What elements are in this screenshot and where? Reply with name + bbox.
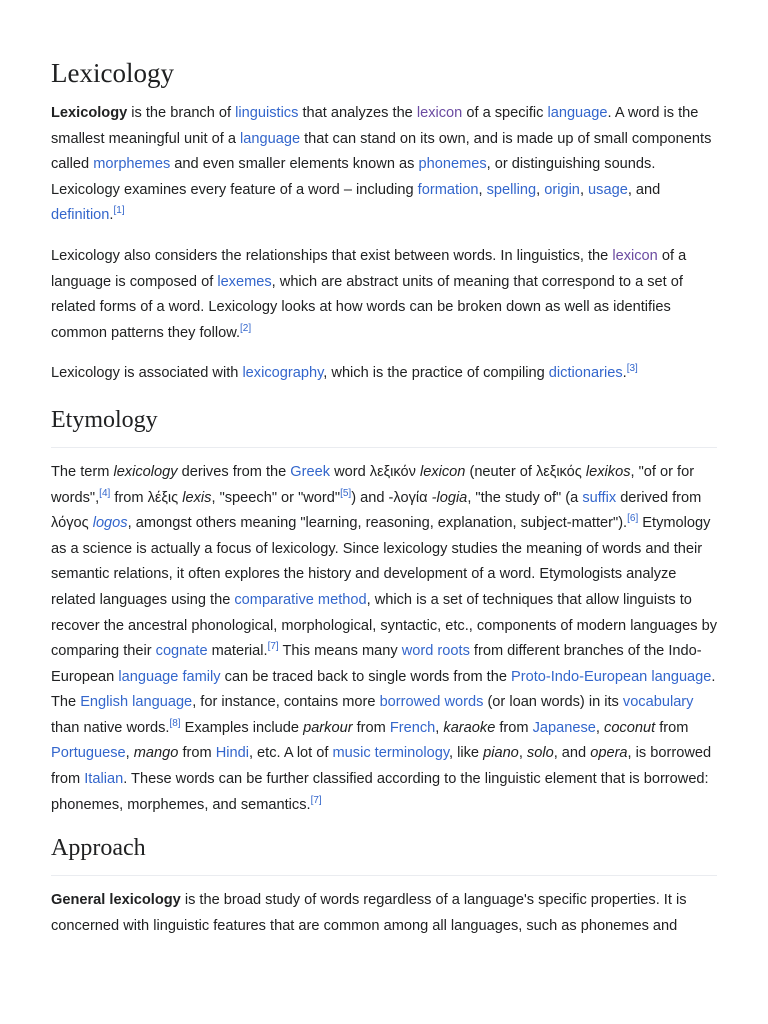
italic-term: piano	[483, 745, 519, 762]
wiki-link[interactable]: language family	[118, 668, 221, 685]
text-run: Lexicology is associated with	[51, 365, 243, 382]
wiki-link[interactable]: Japanese	[532, 719, 596, 736]
wiki-link[interactable]: language	[547, 105, 608, 121]
wiki-link[interactable]: vocabulary	[622, 694, 694, 711]
text-run: from	[178, 745, 216, 762]
reference-link[interactable]: [8]	[169, 718, 181, 730]
italic-term: lexis	[182, 489, 212, 506]
text-run: derived from λόγος	[51, 489, 702, 532]
italic-term: lexikos	[585, 463, 631, 480]
text-run: derives from the	[177, 463, 291, 480]
text-run: , etc. A lot of	[248, 745, 333, 762]
page-title: Lexicology	[51, 58, 174, 88]
text-run: from different branches of the Indo-European	[51, 643, 702, 685]
reference-link[interactable]: [3]	[626, 363, 638, 375]
wiki-link[interactable]: lexicography	[242, 365, 324, 382]
text-run: , which are abstract units of meaning that correspond to a set of related forms of a word. Lexicology looks at how words can be broken down as well as identifies common patterns they follow.	[51, 273, 683, 341]
reference-link[interactable]: [2]	[240, 322, 252, 334]
text-run: Examples include	[180, 719, 304, 736]
text-run: ,	[595, 719, 605, 736]
reference-link[interactable]: [7]	[310, 794, 322, 806]
text-run: from λέξις	[110, 489, 183, 506]
reference-link[interactable]: [1]	[113, 205, 125, 217]
text-run: . The	[51, 668, 716, 711]
italic-term: -logia	[431, 489, 468, 506]
wiki-link[interactable]: lexicon	[612, 247, 658, 264]
text-run: , amongst others meaning "learning, reasoning, explanation, subject-matter").	[127, 515, 628, 532]
text-run: ,	[536, 181, 545, 198]
text-run: word λεξικόν	[330, 463, 420, 480]
text-run: Lexicology also considers the relationships that exist between words. In linguistics, the	[51, 247, 613, 264]
paragraph	[51, 888, 717, 939]
wiki-link[interactable]: cognate	[155, 643, 208, 660]
reference-sup	[240, 323, 251, 334]
heading-etymology: Etymology	[51, 405, 717, 448]
text-run: ,	[518, 745, 527, 762]
text-run: from	[655, 719, 689, 736]
text-run: , and	[553, 745, 591, 762]
reference-sup	[627, 513, 638, 524]
text-run: than native words.	[51, 719, 170, 736]
text-run: is the broad study of words regardless of a language's specific properties. It is concerned with linguistic features that are common among all languages, such as phonemes and	[51, 892, 687, 934]
text-run: that analyzes the	[298, 105, 417, 121]
text-run: Etymology as a science is actually a focus of lexicology. Since lexicology studies the meaning of words and their semantic relations, it often explores the history and development of a word. Etymologists analyze related languages using the	[51, 515, 711, 608]
wiki-link[interactable]: suffix	[582, 489, 617, 506]
wiki-link[interactable]: lexicon	[416, 105, 463, 121]
paragraph	[51, 244, 717, 346]
wiki-link[interactable]: dictionaries	[548, 365, 623, 382]
text-run: . A word is the smallest meaningful unit of a	[51, 105, 699, 147]
italic-term: parkour	[303, 719, 353, 736]
italic-term: lexicology	[113, 463, 178, 480]
italic-term: coconut	[604, 719, 656, 736]
reference-link[interactable]: [7]	[267, 641, 279, 653]
italic-term: opera	[590, 745, 628, 762]
text-run: of a specific	[462, 105, 548, 121]
text-run: material.	[207, 643, 268, 660]
text-run: , "of or for words",	[51, 463, 695, 506]
wiki-link[interactable]: lexemes	[217, 273, 272, 290]
paragraph	[51, 361, 717, 387]
reference-sup	[99, 488, 110, 499]
wiki-link[interactable]: logos	[92, 515, 128, 532]
text-run: (or loan words) in its	[483, 694, 623, 711]
text-run: . These words can be further classified according to the linguistic element that is borrowed: phonemes, morphemes, and semantics.	[51, 771, 709, 813]
italic-term: mango	[133, 745, 179, 762]
reference-sup	[311, 795, 322, 806]
wiki-link[interactable]: formation	[417, 181, 479, 198]
text-run: This means many	[278, 643, 402, 660]
paragraph	[51, 460, 717, 818]
reference-link[interactable]: [6]	[627, 513, 639, 525]
section-approach-body	[51, 888, 717, 939]
wiki-link[interactable]: Hindi	[215, 745, 249, 762]
text-run: .	[109, 207, 114, 224]
text-run: and even smaller elements known as	[170, 156, 419, 173]
bold-term: General lexicology	[51, 892, 181, 909]
reference-link[interactable]: [5]	[340, 487, 352, 499]
text-run: , "the study of" (a	[467, 489, 583, 506]
text-run: , which is the practice of compiling	[323, 365, 549, 382]
text-run: , like	[449, 745, 484, 762]
wiki-link[interactable]: Greek	[290, 463, 331, 480]
wiki-link[interactable]: spelling	[486, 181, 537, 198]
reference-link[interactable]: [4]	[99, 487, 111, 499]
reference-sup	[627, 363, 638, 374]
text-run: ,	[478, 181, 487, 198]
text-run: The term	[51, 463, 114, 480]
reference-sup	[169, 718, 180, 729]
wiki-link[interactable]: morphemes	[93, 156, 171, 173]
wiki-link[interactable]: definition	[51, 207, 110, 224]
wiki-link[interactable]: origin	[544, 181, 580, 198]
wiki-link[interactable]: music terminology	[332, 745, 450, 762]
bold-term: Lexicology	[51, 105, 128, 121]
section-lead	[51, 101, 717, 387]
wiki-link[interactable]: French	[389, 719, 436, 736]
reference-sup	[113, 206, 124, 217]
text-run: , is borrowed from	[51, 745, 712, 788]
text-run: (neuter of λεξικός	[465, 463, 586, 480]
reference-sup	[268, 641, 279, 652]
italic-term: solo	[526, 745, 554, 762]
section-etymology	[51, 405, 717, 818]
text-run: ,	[125, 745, 134, 762]
section-approach	[51, 833, 717, 939]
italic-term: karaoke	[443, 719, 496, 736]
text-run: .	[622, 365, 627, 382]
wiki-link[interactable]: usage	[588, 181, 628, 198]
text-run: is the branch of	[127, 105, 236, 121]
wiki-link[interactable]: English language	[80, 694, 193, 711]
text-run: from	[495, 719, 533, 736]
text-run: that can stand on its own, and is made up of small components called	[51, 130, 712, 173]
text-run: ) and -λογία	[351, 489, 432, 506]
text-run: of a language is composed of	[51, 247, 687, 290]
reference-sup	[340, 488, 351, 499]
wiki-link[interactable]: Proto-Indo-European language	[511, 668, 712, 685]
text-run: , "speech" or "word"	[211, 489, 341, 506]
text-run: , which is a set of techniques that allow linguists to recover the ancestral phonological, morphological, syntactic, etc., components of modern languages by comparing their	[51, 591, 718, 660]
text-run: from	[352, 719, 390, 736]
wiki-link[interactable]: linguistics	[235, 105, 299, 121]
wiki-link[interactable]: Italian	[84, 771, 124, 788]
wiki-link[interactable]: Portuguese	[51, 745, 126, 762]
text-run: ,	[435, 719, 444, 736]
paragraph	[51, 101, 717, 229]
heading-approach: Approach	[51, 833, 717, 876]
wiki-link[interactable]: language	[240, 130, 301, 147]
wiki-link[interactable]: borrowed words	[379, 694, 484, 711]
text-run: , and	[627, 181, 661, 198]
wiki-link[interactable]: word roots	[401, 643, 470, 660]
text-run: , for instance, contains more	[192, 694, 380, 711]
wiki-link[interactable]: comparative method	[234, 591, 367, 608]
section-etymology-body	[51, 460, 717, 818]
text-run: can be traced back to single words from the	[220, 668, 511, 685]
text-run: , or distinguishing sounds. Lexicology examines every feature of a word – including	[51, 156, 656, 198]
italic-term: lexicon	[419, 463, 466, 480]
text-run: ,	[579, 181, 589, 198]
wiki-link[interactable]: phonemes	[418, 156, 487, 173]
